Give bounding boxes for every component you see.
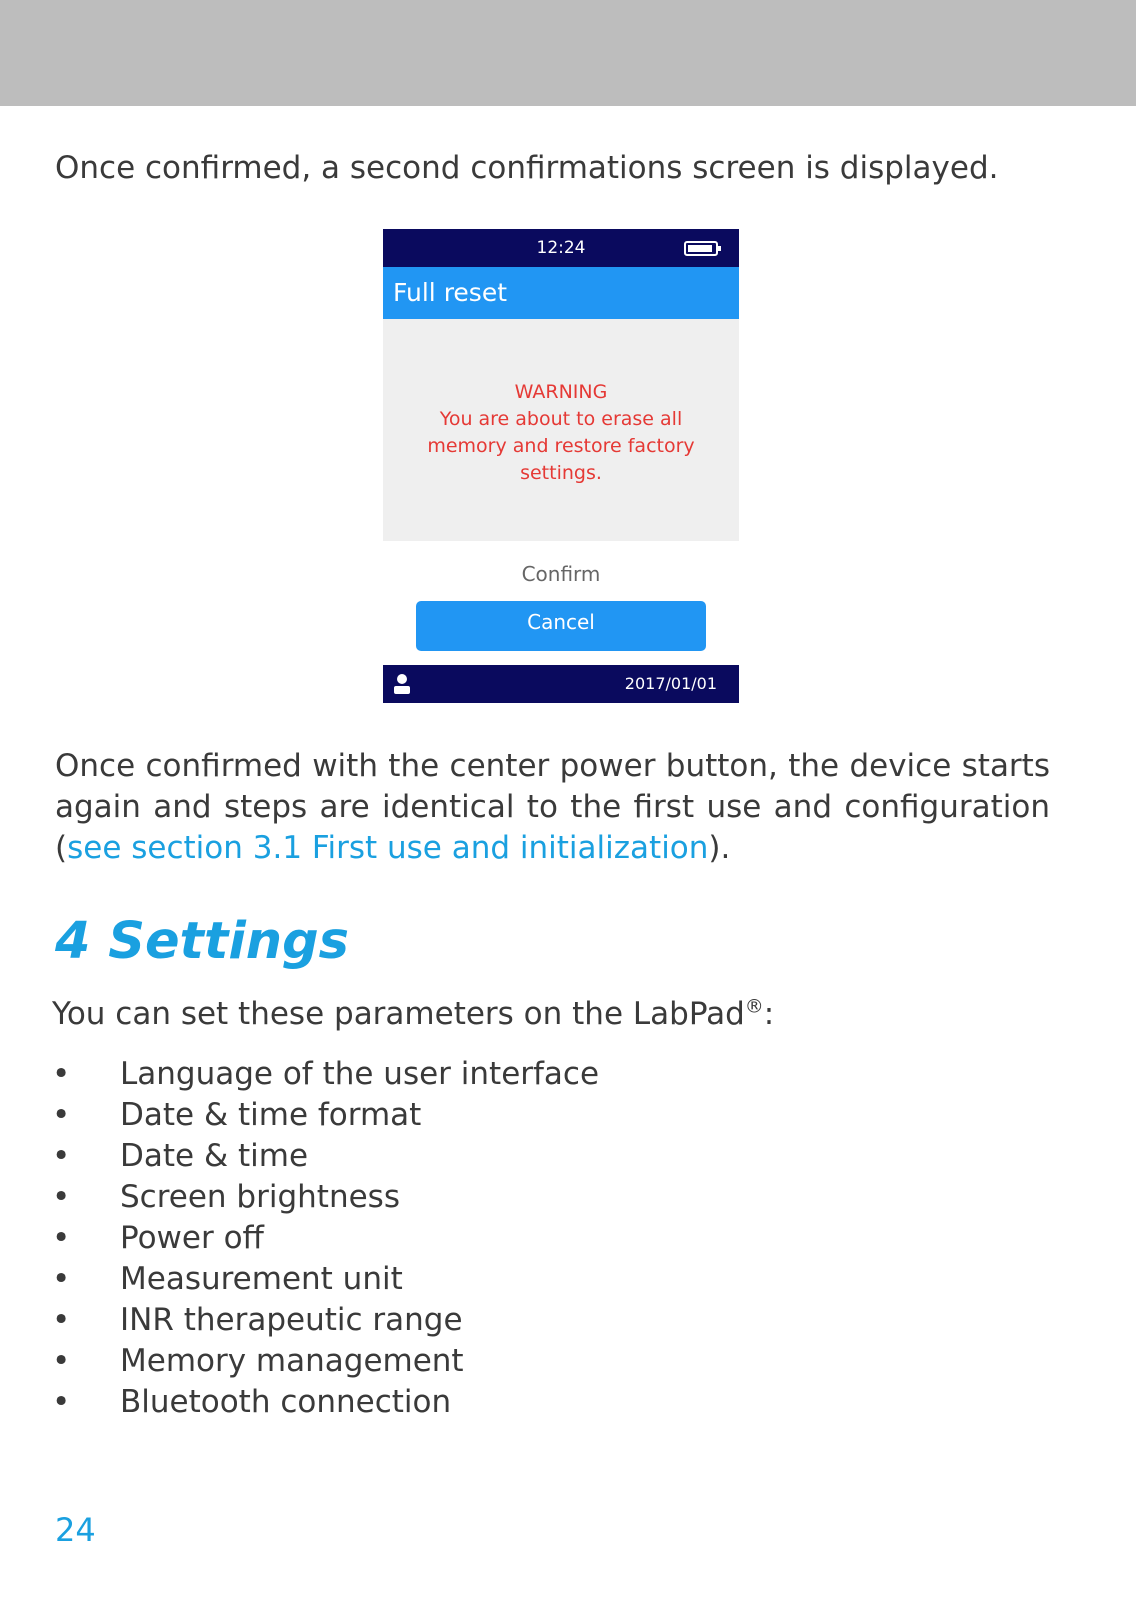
settings-intro (52, 994, 774, 1035)
section-link[interactable]: see section 3.1 First use and initialization (67, 830, 709, 866)
settings-intro-text: You can set these parameters on the LabPad (52, 996, 745, 1032)
status-time: 12:24 (536, 238, 586, 258)
warning-panel (383, 319, 739, 541)
page-number: 24 (55, 1511, 96, 1549)
section-heading: 4 Settings (55, 912, 349, 971)
screen-title-bar (383, 267, 739, 319)
bullet-icon: • (52, 1097, 71, 1133)
warning-line: settings. (520, 462, 602, 484)
list-item (52, 1054, 952, 1095)
warning-message (403, 379, 719, 487)
list-item-label: Power off (120, 1220, 264, 1256)
screen-title: Full reset (393, 278, 508, 307)
device-footer-bar (383, 665, 739, 703)
list-item (52, 1095, 952, 1136)
list-item-label: INR therapeutic range (120, 1302, 463, 1338)
settings-intro-colon: : (763, 996, 775, 1032)
bullet-icon: • (52, 1302, 71, 1338)
user-icon (393, 673, 411, 695)
warning-line: WARNING (514, 381, 608, 403)
settings-list (52, 1054, 952, 1423)
device-screen-figure (383, 229, 739, 703)
page-header-band (0, 0, 1136, 106)
bullet-icon: • (52, 1220, 71, 1256)
list-item (52, 1218, 952, 1259)
confirm-option[interactable]: Confirm (521, 562, 601, 586)
list-item (52, 1341, 952, 1382)
reset-paragraph-text: Once confirmed with the center power button, the device starts again and steps are identical to the first use and configuration ( (55, 748, 1050, 866)
list-item-label: Date & time (120, 1138, 309, 1174)
status-bar (383, 229, 739, 267)
cancel-button[interactable]: Cancel (416, 601, 706, 651)
list-item-label: Memory management (120, 1343, 464, 1379)
list-item (52, 1382, 952, 1423)
bullet-icon: • (52, 1384, 71, 1420)
list-item-label: Screen brightness (120, 1179, 400, 1215)
warning-line: memory and restore factory (427, 435, 695, 457)
reset-paragraph (55, 746, 1050, 869)
list-item-label: Bluetooth connection (120, 1384, 452, 1420)
reset-paragraph-end: ). (708, 830, 731, 866)
list-item (52, 1300, 952, 1341)
list-item (52, 1136, 952, 1177)
list-item (52, 1259, 952, 1300)
bullet-icon: • (52, 1179, 71, 1215)
list-item-label: Measurement unit (120, 1261, 403, 1297)
battery-full-icon (684, 241, 718, 256)
device-date: 2017/01/01 (624, 674, 717, 693)
registered-mark: ® (744, 995, 764, 1018)
list-item-label: Language of the user interface (120, 1056, 600, 1092)
warning-line: You are about to erase all (439, 408, 683, 430)
bullet-icon: • (52, 1343, 71, 1379)
list-item-label: Date & time format (120, 1097, 422, 1133)
bullet-icon: • (52, 1261, 71, 1297)
intro-paragraph: Once confirmed, a second confirmations screen is displayed. (55, 150, 999, 186)
list-item (52, 1177, 952, 1218)
bullet-icon: • (52, 1138, 71, 1174)
bullet-icon: • (52, 1056, 71, 1092)
